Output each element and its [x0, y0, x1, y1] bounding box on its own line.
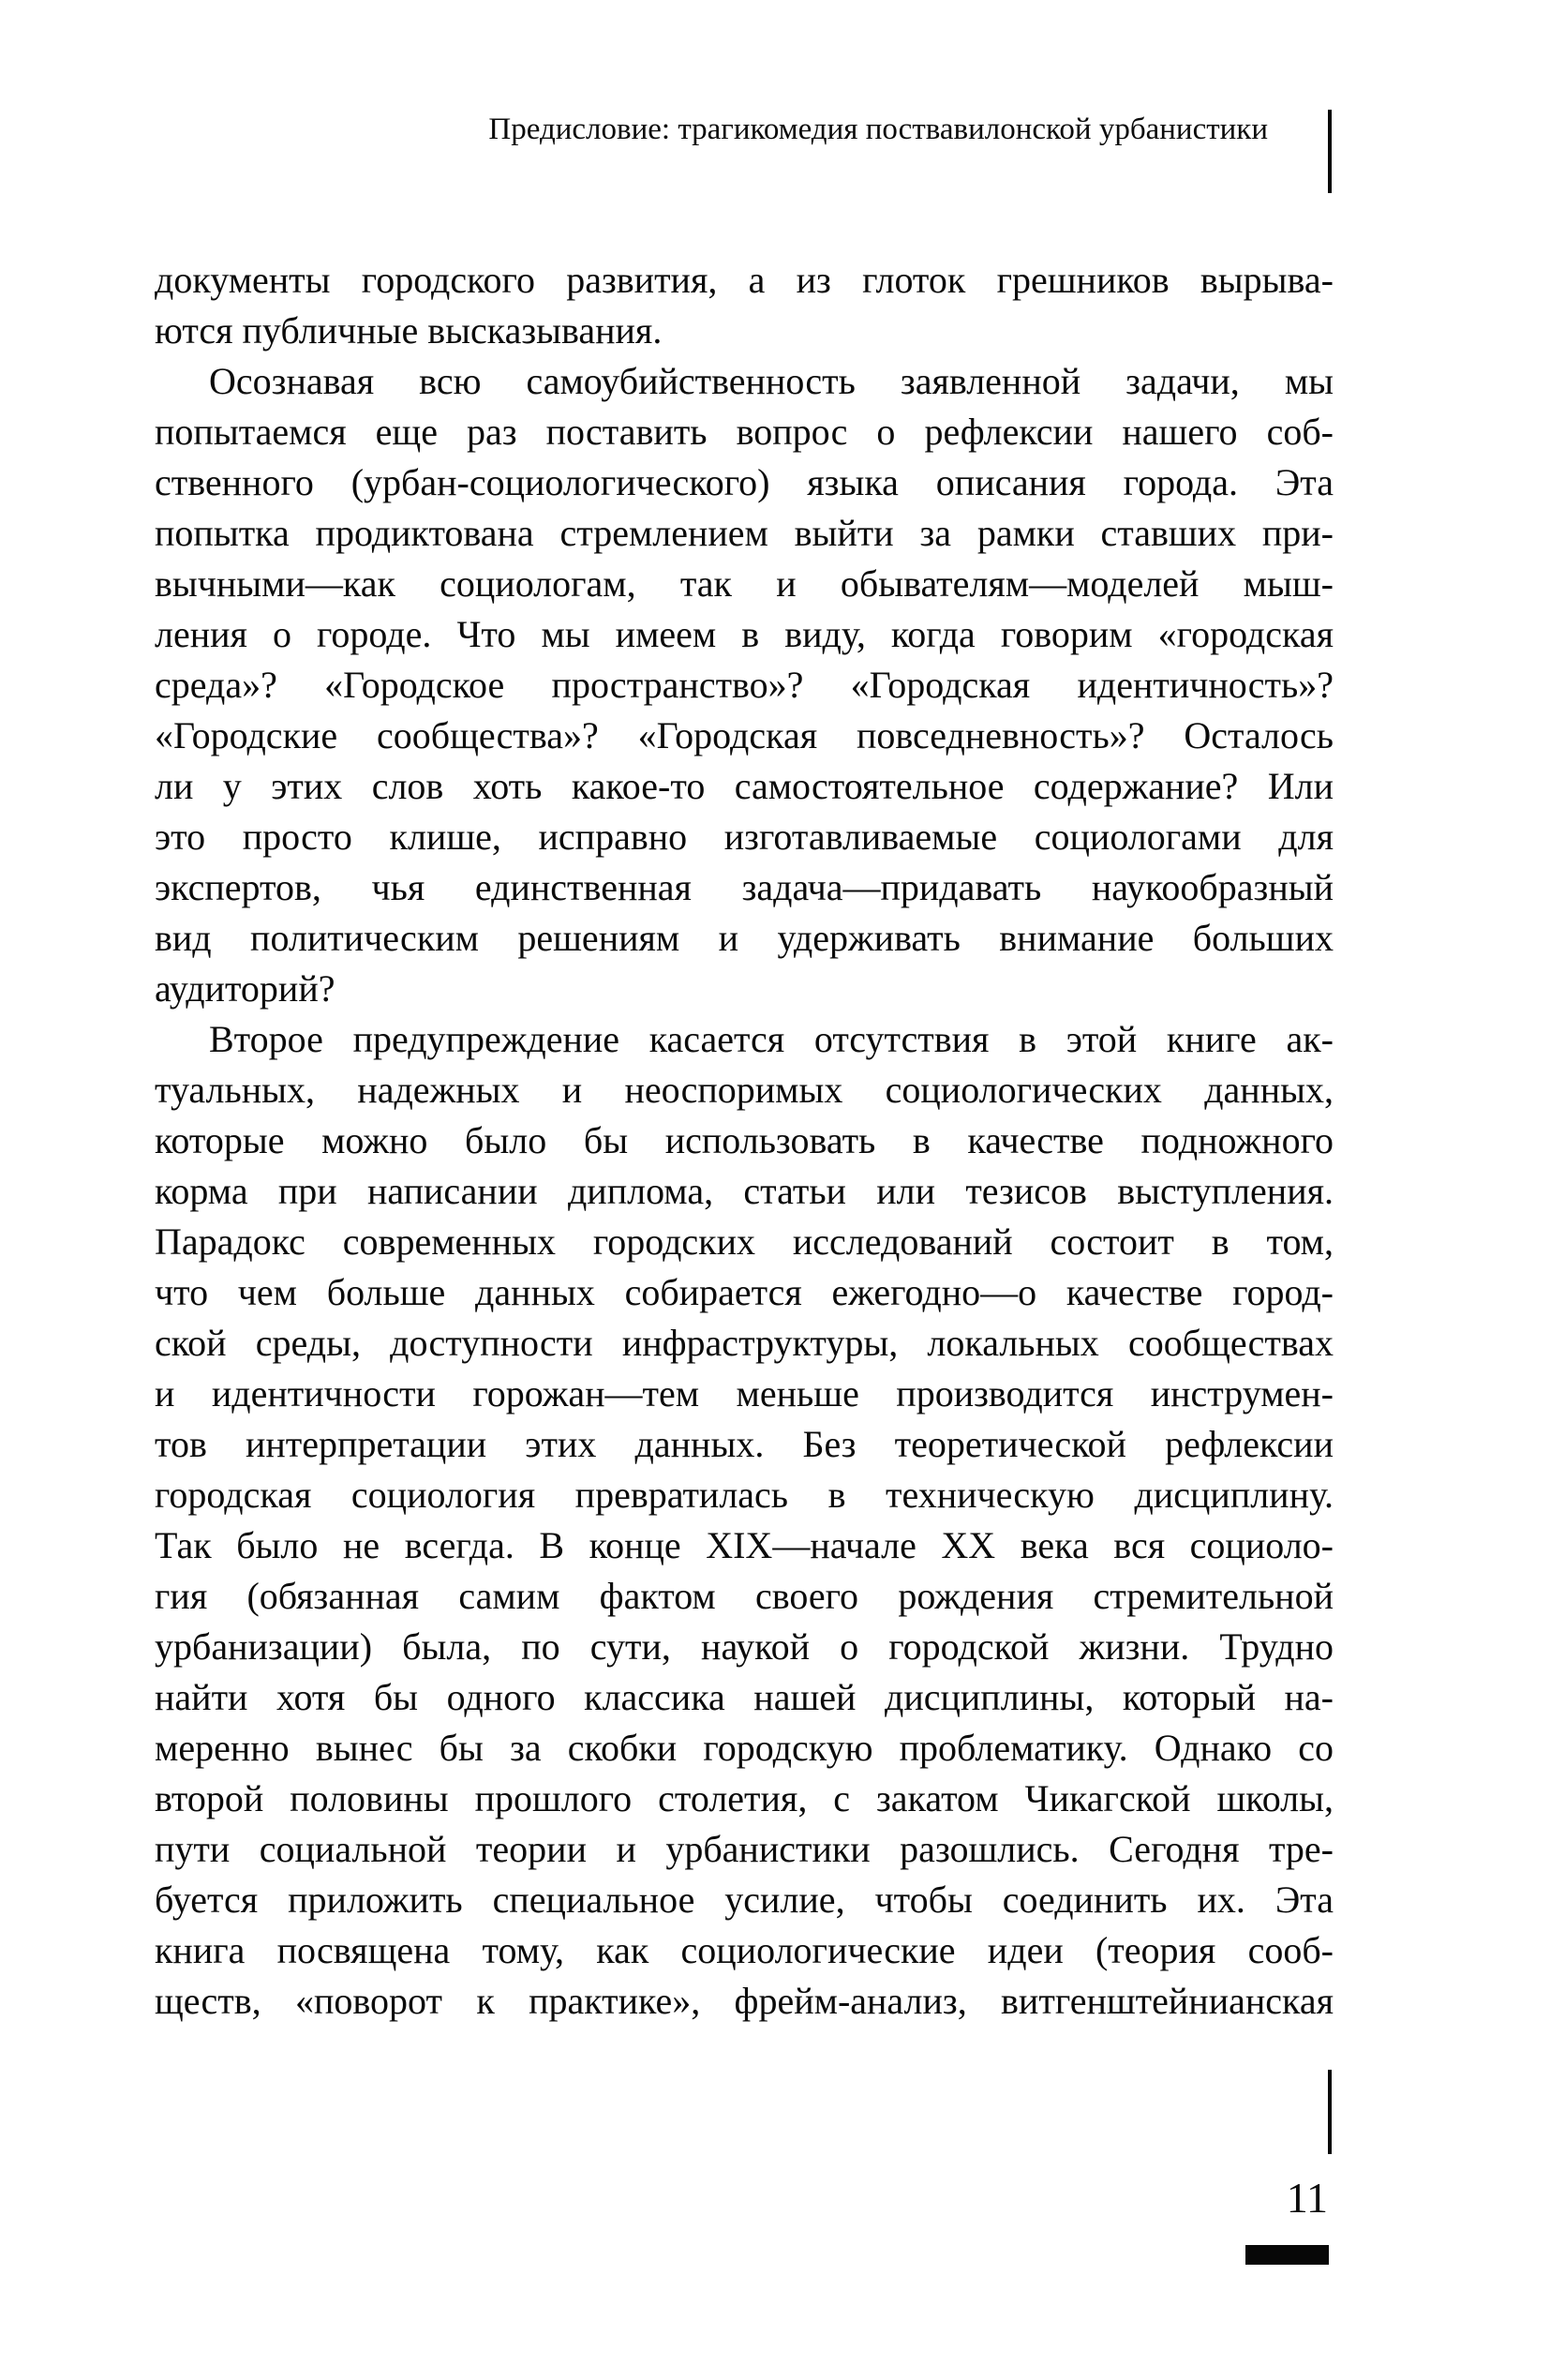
- header-rule: [1328, 110, 1332, 193]
- body-text-line: Так было не всегда. В конце XIX—начале XX века вся социоло-: [155, 1524, 1334, 1566]
- body-text: [155, 255, 1334, 2027]
- body-text-line: Осознавая всю самоубийственность заявленной задачи, мы: [209, 360, 1334, 402]
- body-text-line: ственного (урбан-социологического) языка описания города. Эта: [155, 461, 1334, 503]
- body-text-line: попытаемся еще раз поставить вопрос о рефлексии нашего соб-: [155, 411, 1334, 453]
- body-text-line: попытка продиктована стремлением выйти за рамки ставших при-: [155, 512, 1334, 554]
- body-text-line: корма при написании диплома, статьи или тезисов выступления.: [155, 1170, 1334, 1212]
- body-text-line: и идентичности горожан—тем меньше производится инструмен-: [155, 1372, 1334, 1415]
- page-number: 11: [1286, 2174, 1328, 2222]
- body-text-line: второй половины прошлого столетия, с закатом Чикагской школы,: [155, 1777, 1334, 1819]
- body-text-line: среда»? «Городское пространство»? «Городская идентичность»?: [155, 664, 1334, 706]
- body-text-line: городская социология превратилась в техническую дисциплину.: [155, 1474, 1334, 1516]
- body-text-line: документы городского развития, а из глоток грешников вырыва-: [155, 259, 1334, 301]
- body-text-line: гия (обязанная самим фактом своего рождения стремительной: [155, 1575, 1334, 1617]
- body-text-line: туальных, надежных и неоспоримых социологических данных,: [155, 1069, 1334, 1111]
- body-text-line: экспертов, чья единственная задача—придавать наукообразный: [155, 866, 1334, 908]
- body-text-line: меренно вынес бы за скобки городскую проблематику. Однако со: [155, 1727, 1334, 1769]
- body-text-line: тов интерпретации этих данных. Без теоретической рефлексии: [155, 1423, 1334, 1465]
- body-text-line: «Городские сообщества»? «Городская повседневность»? Осталось: [155, 714, 1334, 756]
- footer-rule: [1328, 2070, 1332, 2154]
- body-text-line: Парадокс современных городских исследований состоит в том,: [155, 1220, 1334, 1263]
- running-head: Предисловие: трагикомедия поствавилонской урбанистики: [488, 112, 1268, 146]
- body-text-line: ществ, «поворот к практике», фрейм-анализ, витгенштейнианская: [155, 1980, 1334, 2022]
- body-text-line: ления о городе. Что мы имеем в виду, когда говорим «городская: [155, 613, 1334, 655]
- body-text-line: ются публичные высказывания.: [155, 309, 663, 352]
- body-text-line: буется приложить специальное усилие, чтобы соединить их. Эта: [155, 1879, 1334, 1921]
- body-text-line: ской среды, доступности инфраструктуры, локальных сообществах: [155, 1322, 1334, 1364]
- body-text-line: это просто клише, исправно изготавливаемые социологами для: [155, 816, 1334, 858]
- body-text-line: что чем больше данных собирается ежегодно—о качестве город-: [155, 1271, 1334, 1313]
- body-text-line: найти хотя бы одного классика нашей дисциплины, который на-: [155, 1676, 1334, 1718]
- body-text-line: пути социальной теории и урбанистики разошлись. Сегодня тре-: [155, 1828, 1334, 1870]
- body-text-line: которые можно было бы использовать в качестве подножного: [155, 1119, 1334, 1161]
- body-text-line: вид политическим решениям и удерживать внимание больших: [155, 917, 1334, 959]
- body-text-line: книга посвящена тому, как социологические идеи (теория сооб-: [155, 1929, 1334, 1971]
- body-text-line: Второе предупреждение касается отсутствия в этой книге ак-: [209, 1018, 1334, 1060]
- body-text-line: вычными—как социологам, так и обывателям—моделей мыш-: [155, 562, 1334, 605]
- body-text-line: аудиторий?: [155, 967, 335, 1010]
- body-text-line: ли у этих слов хоть какое-то самостоятельное содержание? Или: [155, 765, 1334, 807]
- footer-end-block: [1245, 2245, 1329, 2265]
- body-text-line: урбанизации) была, по сути, наукой о городской жизни. Трудно: [155, 1625, 1334, 1668]
